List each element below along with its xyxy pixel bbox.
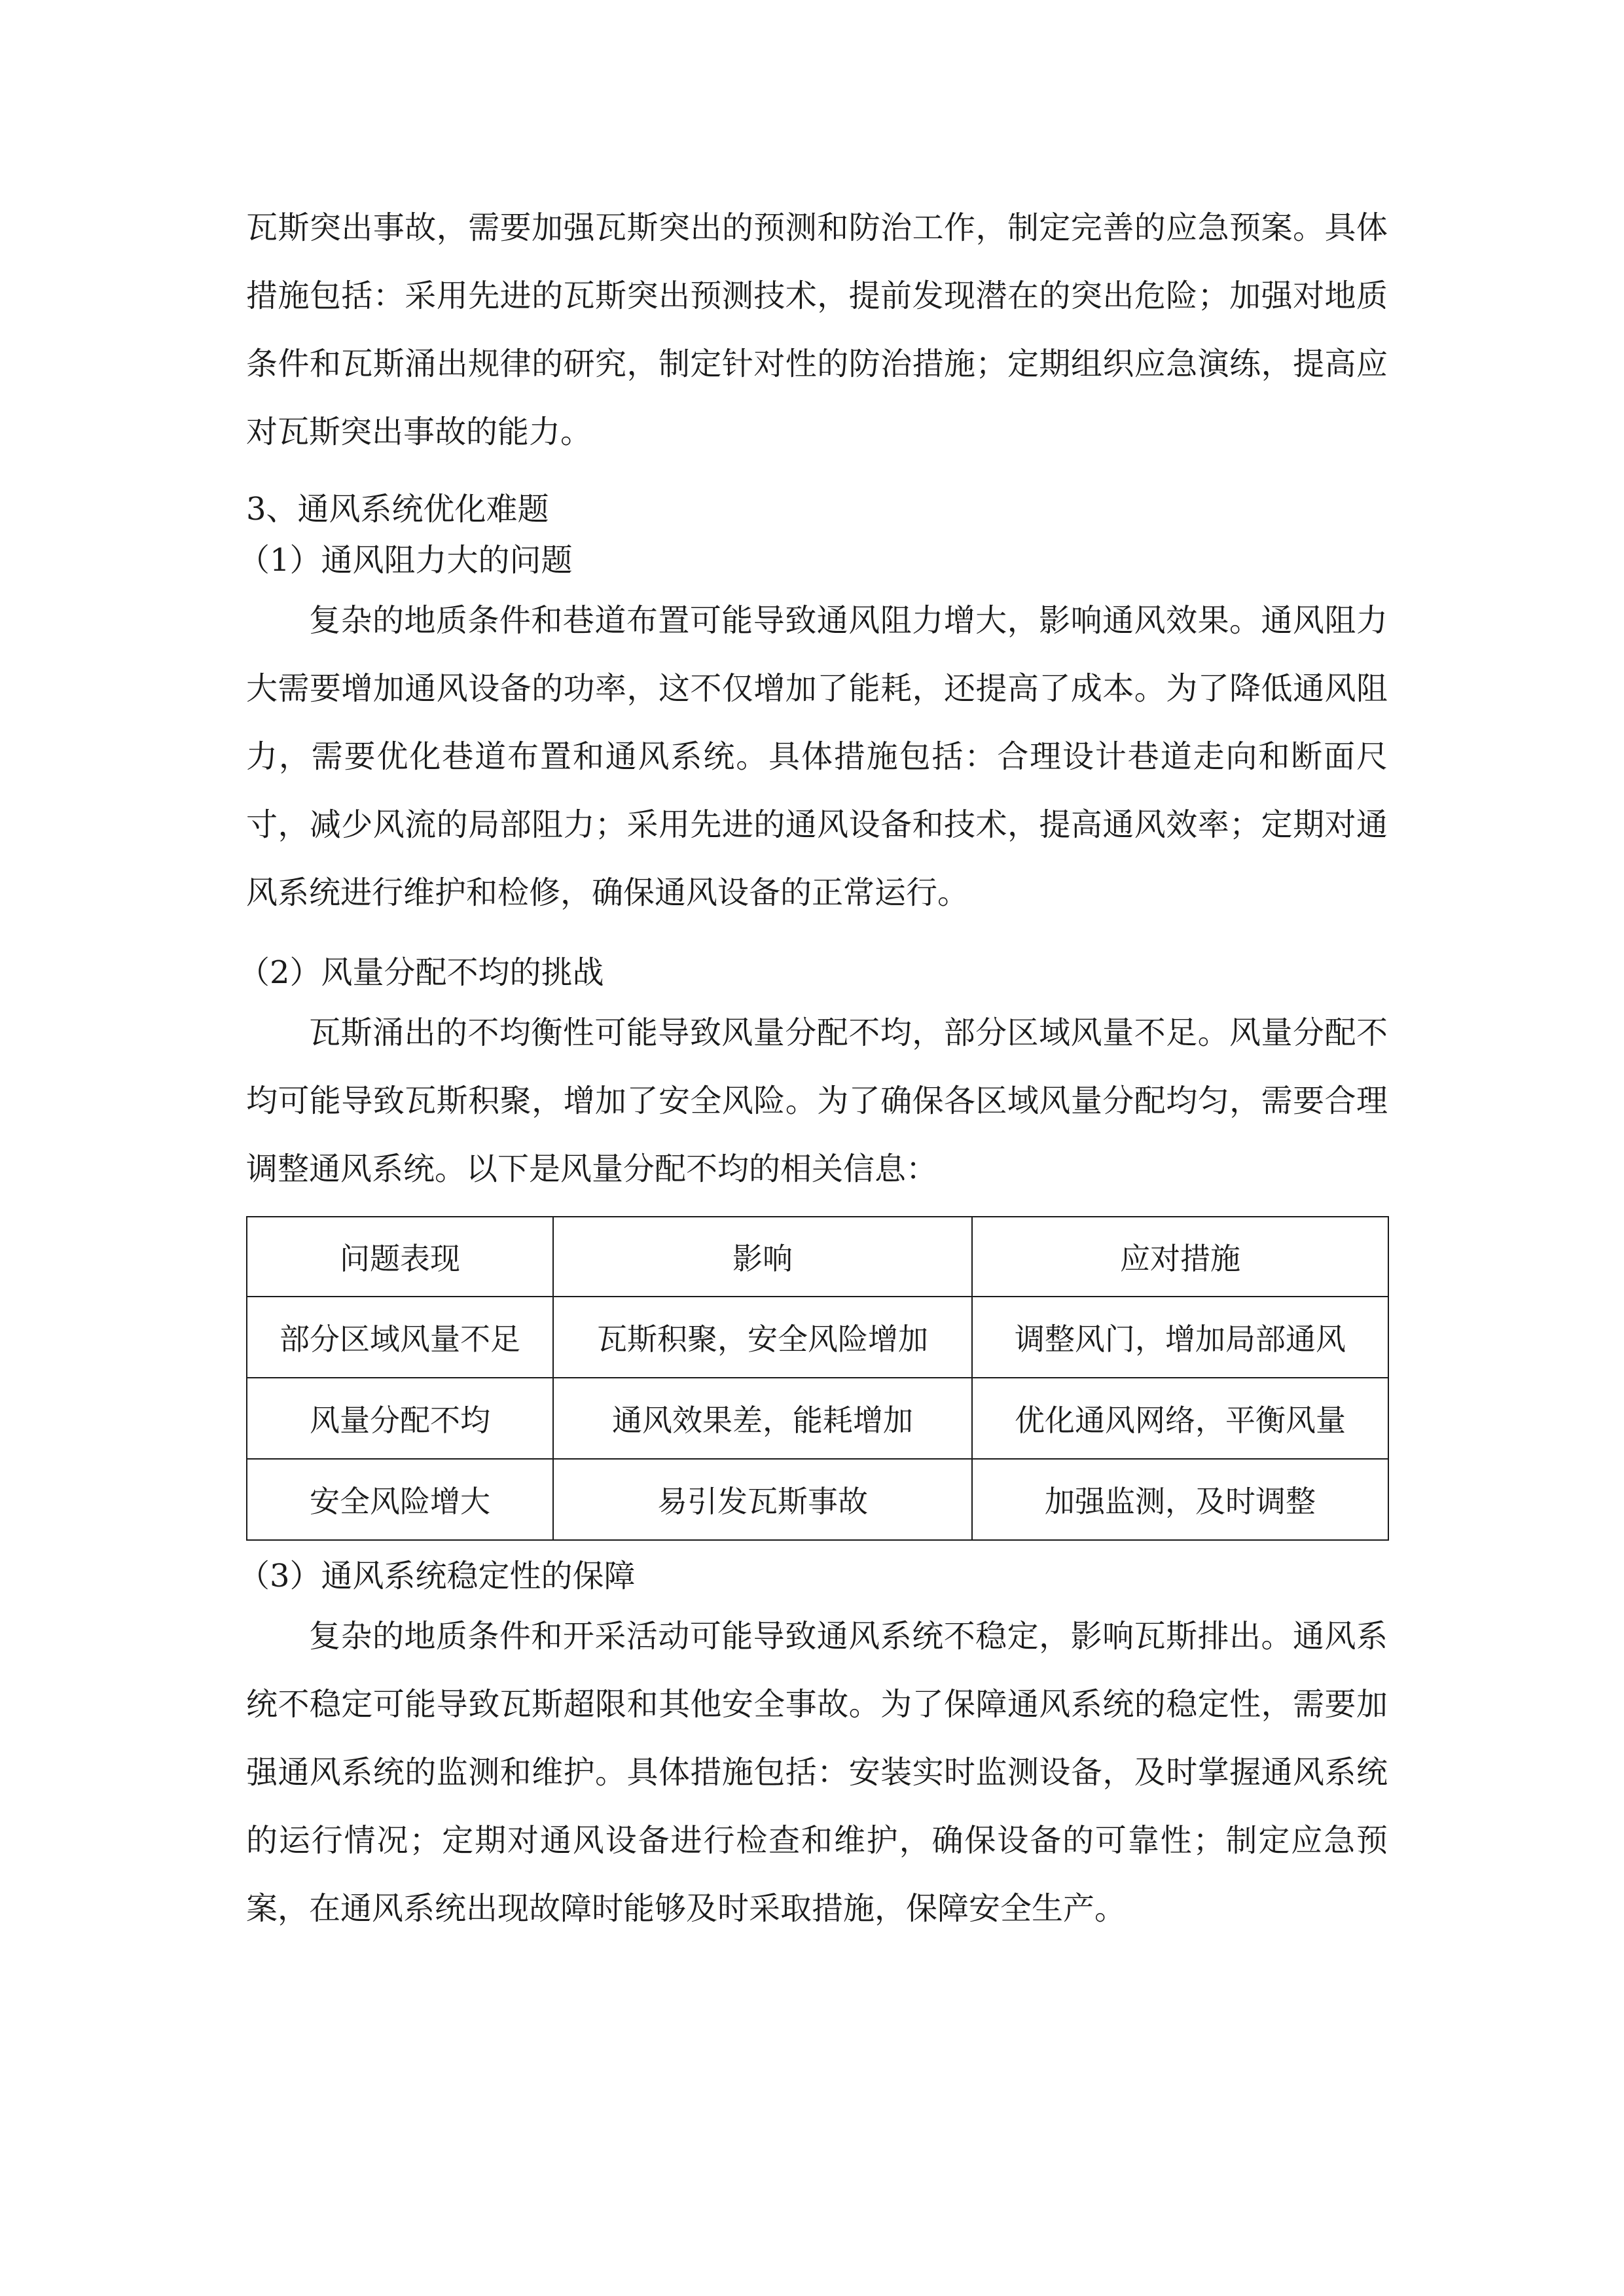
subsection-1-heading: （1）通风阻力大的问题	[238, 542, 573, 579]
table-cell: 易引发瓦斯事故	[553, 1459, 972, 1540]
subsection-1-body: 复杂的地质条件和巷道布置可能导致通风阻力增大，影响通风效果。通风阻力大需要增加通风设备的功率，这不仅增加了能耗，还提高了成本。为了降低通风阻力，需要优化巷道布置和通风系统。具体措施包括：合理设计巷道走向和断面尺寸，减少风流的局部阻力；采用先进的通风设备和技术，提高通风效率；定期对通风系统进行维护和检修，确保通风设备的正常运行。	[246, 602, 1388, 911]
table-header-row	[247, 1217, 1388, 1297]
document-body	[238, 194, 1388, 1943]
table-cell: 瓦斯积聚，安全风险增加	[553, 1297, 972, 1378]
table-cell: 加强监测，及时调整	[972, 1459, 1388, 1540]
table-row	[247, 1297, 1388, 1378]
table-cell: 风量分配不均	[247, 1378, 553, 1459]
table-header-cell: 问题表现	[247, 1217, 553, 1297]
subsection-2-heading: （2）风量分配不均的挑战	[238, 954, 604, 991]
table-header-cell: 应对措施	[972, 1217, 1388, 1297]
table-cell: 调整风门，增加局部通风	[972, 1297, 1388, 1378]
table-cell: 通风效果差，能耗增加	[553, 1378, 972, 1459]
table-row	[247, 1459, 1388, 1540]
intro-paragraph: 瓦斯突出事故，需要加强瓦斯突出的预测和防治工作，制定完善的应急预案。具体措施包括：采用先进的瓦斯突出预测技术，提前发现潜在的突出危险；加强对地质条件和瓦斯涌出规律的研究，制定针对性的防治措施；定期组织应急演练，提高应对瓦斯突出事故的能力。	[246, 209, 1388, 450]
table-row	[247, 1378, 1388, 1459]
section-3-heading: 3、通风系统优化难题	[246, 491, 549, 528]
table-cell: 部分区域风量不足	[247, 1297, 553, 1378]
airflow-distribution-table	[246, 1216, 1389, 1541]
table-cell: 安全风险增大	[247, 1459, 553, 1540]
subsection-2-body: 瓦斯涌出的不均衡性可能导致风量分配不均，部分区域风量不足。风量分配不均可能导致瓦斯积聚，增加了安全风险。为了确保各区域风量分配均匀，需要合理调整通风系统。以下是风量分配不均的相关信息：	[246, 1014, 1388, 1187]
subsection-3-heading: （3）通风系统稳定性的保障	[238, 1558, 636, 1594]
table-header-cell: 影响	[553, 1217, 972, 1297]
subsection-3-body: 复杂的地质条件和开采活动可能导致通风系统不稳定，影响瓦斯排出。通风系统不稳定可能导致瓦斯超限和其他安全事故。为了保障通风系统的稳定性，需要加强通风系统的监测和维护。具体措施包括：安装实时监测设备，及时掌握通风系统的运行情况；定期对通风设备进行检查和维护，确保设备的可靠性；制定应急预案，在通风系统出现故障时能够及时采取措施，保障安全生产。	[246, 1618, 1388, 1927]
table-cell: 优化通风网络，平衡风量	[972, 1378, 1388, 1459]
